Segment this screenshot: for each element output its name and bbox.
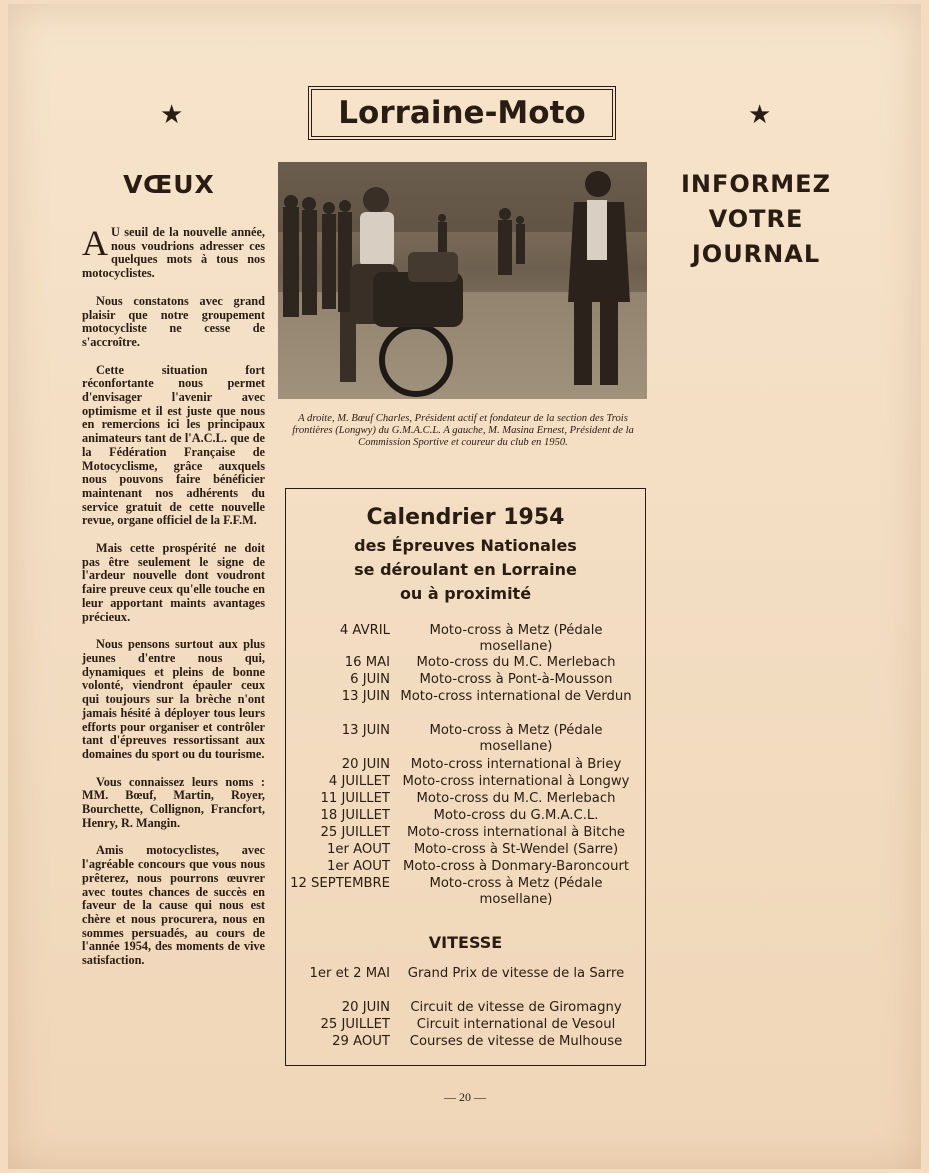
drop-cap: A [82,223,108,263]
article-paragraph: Mais cette prospérité ne doit pas être seulement le signe de l'ardeur nouvelle dont voudront faire preuve ceux qu'elle touche en leur apportant maints avantages précieux. [82,541,265,624]
event-description: Moto-cross international à Briey [410,757,622,772]
event-description: Moto-cross du G.M.A.C.L. [433,808,599,823]
heading-line: JOURNAL [691,240,821,268]
event-date: 13 JUIN [341,689,390,704]
calendar-title: Calendrier 1954 [366,505,565,530]
event-date: 1er et 2 MAI [309,966,390,981]
voeux-article [82,223,265,982]
masthead-title: Lorraine-Moto [311,89,613,137]
article-paragraph: Cette situation fort réconfortante nous permet d'envisager l'avenir avec optimisme et il est juste que nous en remercions ici les principaux animateurs tant de l'A.C.L. que de la Fédération Française de Motocyclisme, grâce auxquels nous pouvons faire bénéficier maintenant nos adhérents du service gratuit de cette nouvelle revue, organe officiel de la F.F.M. [82,362,265,528]
calendar-subtitle-line: se déroulant en Lorraine [354,560,577,579]
article-paragraph: Nous pensons surtout aux plus jeunes d'entre nous qui, dynamiques et pleins de bonne volonté, viendront épauler ceux qui toujours sur la brèche n'ont jamais hésité à déployer tous leurs efforts pour organiser et contrôler tant d'épreuves ressortissant aux domaines du sport ou du tourisme. [82,637,265,761]
event-description: Moto-cross à Metz (Pédale mosellane) [429,723,603,754]
event-date: 6 JUIN [350,672,390,687]
event-description: Moto-cross à Donmary-Baroncourt [402,859,630,874]
star-ornament-right: ★ [748,100,772,130]
calendar-subtitle-line: des Épreuves Nationales [354,536,577,555]
event-date: 12 SEPTEMBRE [290,876,390,891]
event-date: 1er AOUT [327,859,390,874]
event-description: Moto-cross international de Verdun [400,689,632,704]
heading-line: INFORMEZ [681,170,831,198]
article-paragraph: Amis motocyclistes, avec l'agréable concours que vous nous prêterez, nous pourrons œuvrer avec toutes chances de succès en faveur de la cause qui nous est chère et nous procurera, nous en sommes persuadés, au cours de l'année 1954, des moments de vive satisfaction. [82,843,265,968]
informez-heading [670,167,842,272]
event-description: Moto-cross du M.C. Merlebach [416,655,616,670]
event-description: Moto-cross à Pont-à-Mousson [419,672,613,687]
event-date: 20 JUIN [341,1000,390,1015]
event-date: 25 JUILLET [320,825,390,840]
page-number: — 20 — [444,1090,486,1104]
photo-illustration [278,162,647,399]
event-date: 18 JUILLET [320,808,390,823]
article-paragraph: A U seuil de la nouvelle année, nous voudrions adresser ces quelques mots à tous nos motocyclistes. [82,223,265,281]
heading-line: VOTRE [708,205,804,233]
event-description: Grand Prix de vitesse de la Sarre [407,966,625,981]
event-date: 13 JUIN [341,723,390,738]
event-description: Moto-cross international à Bitche [406,825,626,840]
star-ornament-left: ★ [160,100,184,130]
event-description: Moto-cross à Metz (Pédale mosellane) [429,623,603,654]
event-date: 4 JUILLET [328,774,390,789]
motorcycle-photo [278,162,647,399]
event-description: Courses de vitesse de Mulhouse [409,1034,623,1049]
event-description: Moto-cross à St-Wendel (Sarre) [413,842,619,857]
event-description: Moto-cross international à Longwy [402,774,630,789]
event-date: 1er AOUT [327,842,390,857]
vitesse-title: VITESSE [428,933,503,952]
calendar-subtitle-line: ou à proximité [399,584,532,603]
photo-caption: A droite, M. Bœuf Charles, Président actif et fondateur de la section des Trois frontières (Longwy) du G.M.A.C.L. A gauche, M. Masina Ernest, Président de la Commission Sportive et coureur du club en 1950. [292,413,634,448]
event-date: 11 JUILLET [320,791,390,806]
event-description: Circuit de vitesse de Giromagny [410,1000,622,1015]
event-description: Circuit international de Vesoul [416,1017,616,1032]
event-date: 25 JUILLET [320,1017,390,1032]
article-paragraph: Nous constatons avec grand plaisir que notre groupement motocycliste ne cesse de s'accroître. [82,293,265,349]
voeux-heading: VŒUX [123,170,215,199]
calendar-box [285,488,646,1066]
article-paragraph: Vous connaissez leurs noms : MM. Bœuf, Martin, Royer, Bourchette, Collignon, Francfort, Henry, R. Mangin. [82,774,265,830]
event-description: Moto-cross du M.C. Merlebach [416,791,616,806]
event-date: 16 MAI [344,655,390,670]
event-description: Moto-cross à Metz (Pédale mosellane) [429,876,603,907]
event-date: 29 AOUT [332,1034,390,1049]
event-date: 20 JUIN [341,757,390,772]
event-date: 4 AVRIL [339,623,390,638]
